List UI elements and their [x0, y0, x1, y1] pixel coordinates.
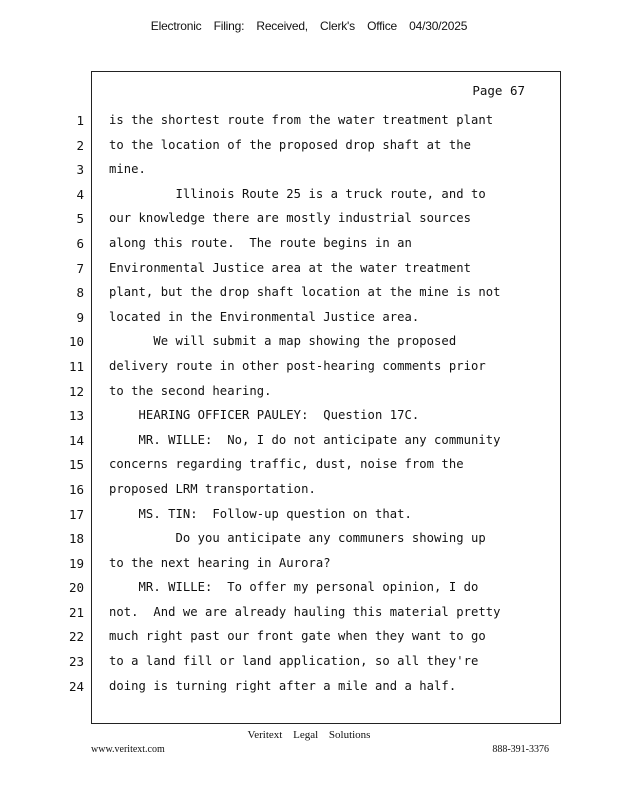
line-number: 4 — [76, 186, 84, 202]
transcript-line: to the next hearing in Aurora? — [109, 555, 331, 570]
transcript-line: We will submit a map showing the proposed — [109, 334, 457, 349]
transcript-line: plant, but the drop shaft location at the mine is not — [109, 285, 501, 300]
transcript-line: located in the Environmental Justice area. — [109, 309, 420, 324]
transcript-line: MS. TIN: Follow-up question on that. — [109, 506, 412, 521]
transcript-line: is the shortest route from the water treatment plant — [109, 113, 494, 127]
transcript-line: not. And we are already hauling this material pretty — [109, 604, 501, 619]
transcript-line: Environmental Justice area at the water treatment — [109, 260, 471, 275]
footer-website: www.veritext.com — [91, 744, 165, 755]
footer-phone: 888-391-3376 — [492, 744, 549, 755]
line-number: 19 — [68, 555, 84, 571]
transcript-line: Do you anticipate any communers showing up — [109, 531, 486, 546]
line-number-column — [60, 112, 84, 702]
footer-company-name: Veritext Legal Solutions — [247, 729, 371, 741]
transcript-line: MR. WILLE: No, I do not anticipate any community — [109, 432, 501, 447]
transcript-line: mine. — [109, 162, 146, 177]
line-number: 14 — [68, 432, 84, 448]
line-number: 9 — [76, 309, 84, 325]
line-number: 22 — [68, 629, 84, 645]
line-number: 5 — [76, 211, 84, 227]
transcript-line: much right past our front gate when they want to go — [109, 629, 486, 644]
transcript-line: to the second hearing. — [109, 383, 272, 398]
line-number: 17 — [68, 506, 84, 522]
transcript-line: MR. WILLE: To offer my personal opinion, I do — [109, 580, 479, 595]
line-number: 18 — [68, 531, 84, 547]
transcript-line: along this route. The route begins in an — [109, 235, 412, 250]
transcript-line: proposed LRM transportation. — [109, 481, 316, 496]
transcript-line: our knowledge there are mostly industrial sources — [109, 211, 471, 226]
transcript-line: HEARING OFFICER PAULEY: Question 17C. — [109, 408, 420, 423]
filing-stamp-header: Electronic Filing: Received, Clerk's Office 04/30/2025 — [150, 19, 468, 33]
line-number: 11 — [68, 358, 84, 374]
line-number: 3 — [76, 162, 84, 178]
line-number: 8 — [76, 285, 84, 301]
transcript-line: to the location of the proposed drop shaft at the — [109, 137, 471, 152]
line-number: 7 — [76, 260, 84, 276]
transcript-line: Illinois Route 25 is a truck route, and to — [109, 186, 486, 201]
line-number: 1 — [76, 113, 84, 128]
line-number: 23 — [68, 654, 84, 670]
line-number: 12 — [68, 383, 84, 399]
line-number: 20 — [68, 580, 84, 596]
line-number: 10 — [68, 334, 84, 350]
transcript-line: to a land fill or land application, so all they're — [109, 654, 479, 669]
line-number: 16 — [68, 481, 84, 497]
line-number: 6 — [76, 235, 84, 251]
transcript-line: delivery route in other post-hearing comments prior — [109, 358, 486, 373]
transcript-text-column — [109, 112, 559, 702]
line-number: 21 — [68, 604, 84, 620]
line-number: 24 — [68, 678, 84, 694]
line-number: 2 — [76, 137, 84, 153]
line-number: 15 — [68, 457, 84, 473]
transcript-line: doing is turning right after a mile and a half. — [109, 678, 457, 693]
transcript-line: concerns regarding traffic, dust, noise from the — [109, 457, 464, 472]
line-number: 13 — [68, 408, 84, 424]
page-number: Page 67 — [472, 83, 525, 98]
